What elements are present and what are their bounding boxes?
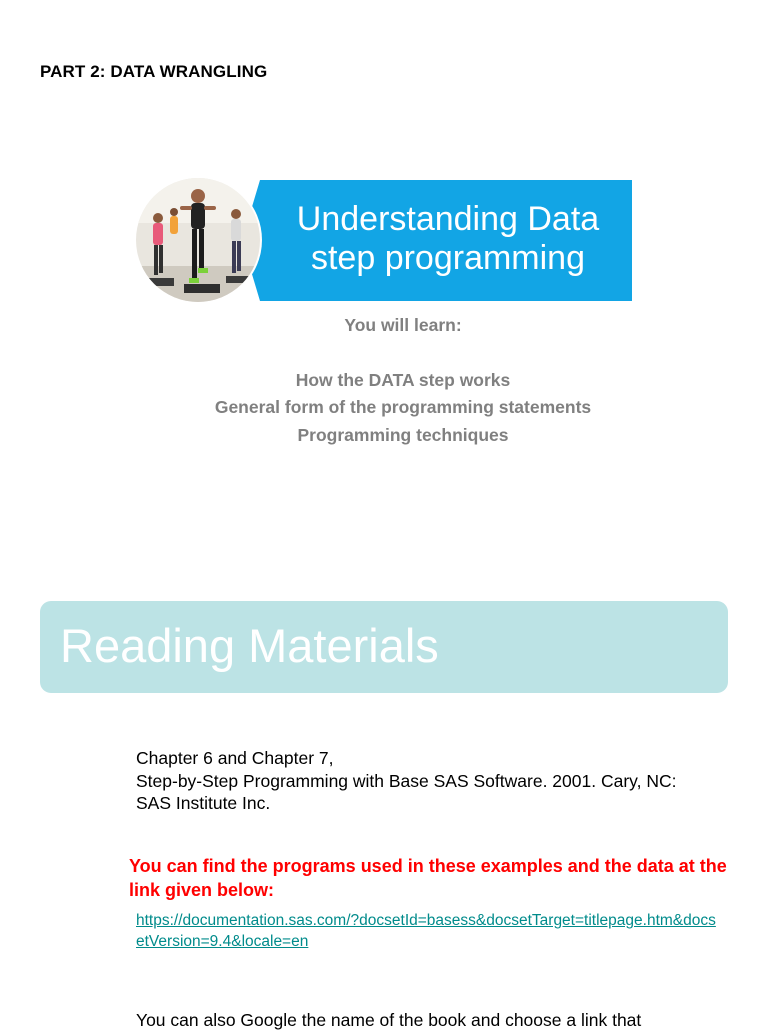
learning-objectives xyxy=(0,312,768,449)
reference-citation xyxy=(136,747,716,815)
learn-item: General form of the programming statements xyxy=(214,397,592,417)
banner-title-line-1: Understanding Data xyxy=(296,200,600,238)
reference-line-1: Chapter 6 and Chapter 7, xyxy=(136,748,334,768)
programs-note: You can find the programs used in these examples and the data at the link given below: xyxy=(129,856,727,900)
reading-materials-title: Reading Materials xyxy=(60,619,439,672)
learn-item: How the DATA step works xyxy=(295,369,511,390)
fitness-class-photo xyxy=(136,178,260,302)
documentation-link[interactable]: https://documentation.sas.com/?docsetId=basess&docsetTarget=titlepage.htm&docsetVersion=9.4&locale=en xyxy=(136,912,716,950)
section-title: PART 2: DATA WRANGLING xyxy=(40,62,268,81)
learn-item: Programming techniques xyxy=(297,424,509,445)
google-hint-text: You can also Google the name of the book and choose a link that xyxy=(136,1010,642,1030)
reading-materials-header xyxy=(40,601,728,693)
topic-banner xyxy=(136,178,632,302)
reference-line-2: Step-by-Step Programming with Base SAS Software. 2001. Cary, NC: SAS Institute Inc. xyxy=(136,770,677,813)
banner-title-line-2: step programming xyxy=(310,239,585,277)
learn-heading: You will learn: xyxy=(344,315,462,335)
banner-title xyxy=(264,200,632,278)
